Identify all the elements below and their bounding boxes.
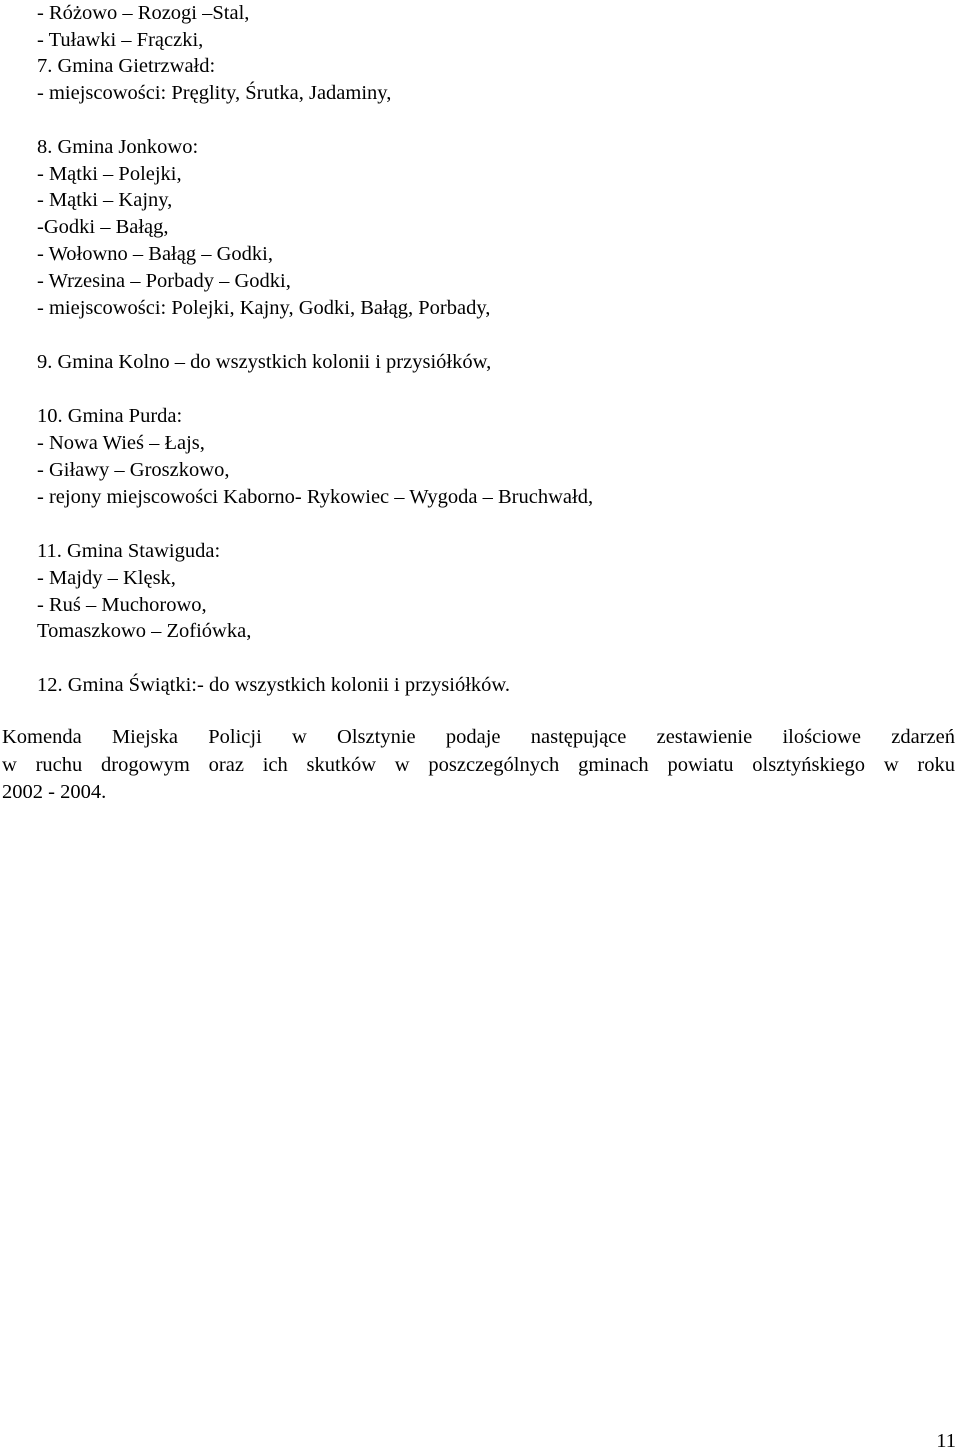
section-heading: 11. Gmina Stawiguda: <box>37 540 221 562</box>
list-item: - Nowa Wieś – Łajs, <box>37 432 205 454</box>
section-heading: 9. Gmina Kolno – do wszystkich kolonii i przysiółków, <box>37 351 492 373</box>
list-item: - Mątki – Polejki, <box>37 163 182 185</box>
list-item: - Giławy – Groszkowo, <box>37 459 230 481</box>
list-item: Tomaszkowo – Zofiówka, <box>37 620 252 642</box>
list-item: - miejscowości: Polejki, Kajny, Godki, Bałąg, Porbady, <box>37 297 491 319</box>
list-item: - miejscowości: Pręglity, Śrutka, Jadaminy, <box>37 82 392 104</box>
list-item: -Godki – Bałąg, <box>37 216 169 238</box>
list-item: - Ruś – Muchorowo, <box>37 594 207 616</box>
paragraph-line: Komenda Miejska Policji w Olsztynie podaje następujące zestawienie ilościowe zdarzeń <box>2 726 955 748</box>
list-item: - Majdy – Klęsk, <box>37 567 176 589</box>
section-heading: 10. Gmina Purda: <box>37 405 183 427</box>
section-heading: 12. Gmina Świątki:- do wszystkich kolonii i przysiółków. <box>37 674 510 696</box>
paragraph-line: 2002 - 2004. <box>2 781 107 803</box>
list-item: - Mątki – Kajny, <box>37 189 173 211</box>
list-item: - Wrzesina – Porbady – Godki, <box>37 270 291 292</box>
list-item: - Tuławki – Frączki, <box>37 29 204 51</box>
list-item: - Różowo – Rozogi –Stal, <box>37 2 250 24</box>
section-heading: 7. Gmina Gietrzwałd: <box>37 55 216 77</box>
body-paragraph <box>2 724 955 807</box>
paragraph-line: w ruchu drogowym oraz ich skutków w poszczególnych gminach powiatu olsztyńskiego w roku <box>2 753 955 776</box>
page-number: 11 <box>936 1430 956 1452</box>
list-item: - rejony miejscowości Kaborno- Rykowiec – Wygoda – Bruchwałd, <box>37 486 594 508</box>
section-heading: 8. Gmina Jonkowo: <box>37 136 199 158</box>
list-item: - Wołowno – Bałąg – Godki, <box>37 243 273 265</box>
